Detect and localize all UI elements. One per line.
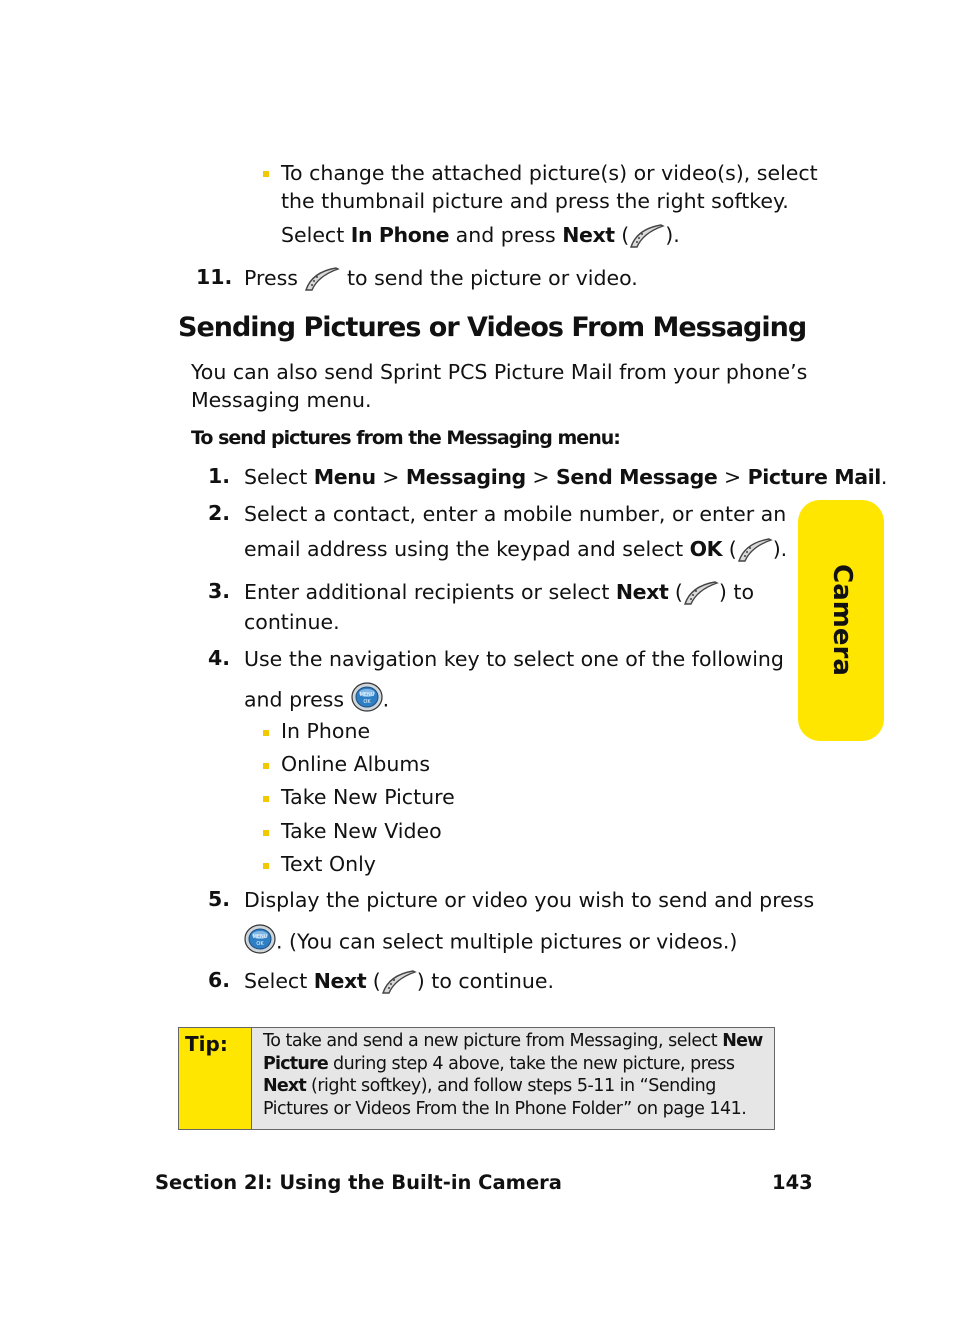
tip-text: To take and send a new picture from Messaging, select New Picture during step 4 above, take the new picture, press Next (right softkey), and follow steps 5-11 in “Sending Pictures or Videos From the In Phone Folder” on page 141. — [263, 1031, 763, 1119]
option-item: Text Only — [281, 852, 376, 876]
intro-line2: Messaging menu. — [191, 388, 372, 412]
step-5-line2: MENU OK . (You can select multiple pictures or videos.) — [244, 924, 737, 961]
step-4-number: 4. — [208, 646, 231, 670]
right-softkey-icon — [629, 223, 665, 249]
svg-text:MENU: MENU — [252, 934, 268, 940]
bullet-marker — [263, 863, 269, 869]
intro-line1: You can also send Sprint PCS Picture Mail from your phone’s — [191, 360, 808, 384]
step-4-line2: and press MENU OK . — [244, 682, 389, 719]
step-3-line2: continue. — [244, 610, 340, 634]
svg-text:MENU: MENU — [359, 692, 375, 698]
right-softkey-icon — [683, 580, 719, 606]
step-6-text: Select Next ( ) to continue. — [244, 969, 555, 993]
step-6-number: 6. — [208, 968, 231, 992]
bullet-marker — [263, 796, 269, 802]
step-2-line1: Select a contact, enter a mobile number, or enter an — [244, 502, 787, 526]
option-item: Take New Video — [281, 819, 442, 843]
menu-ok-key-icon — [244, 924, 276, 961]
step-4-line1: Use the navigation key to select one of the following — [244, 647, 784, 671]
bullet-marker — [263, 730, 269, 736]
step-3-number: 3. — [208, 579, 231, 603]
option-item: In Phone — [281, 719, 371, 743]
section-heading: Sending Pictures or Videos From Messaging — [178, 312, 807, 343]
tip-label-cell — [179, 1028, 252, 1129]
menu-ok-key-icon — [351, 682, 383, 719]
step-2-line2: email address using the keypad and select OK ( ). — [244, 537, 788, 561]
step-3-line1: Enter additional recipients or select Next ( ) to — [244, 580, 754, 604]
svg-text:OK: OK — [256, 941, 264, 947]
right-softkey-icon — [737, 537, 773, 563]
top-bullet-line2: the thumbnail picture and press the right softkey. — [281, 189, 789, 213]
top-bullet-line3: Select In Phone and press Next ( ). — [281, 223, 680, 247]
bullet-marker — [263, 763, 269, 769]
chapter-tab-label: Camera — [827, 564, 857, 676]
bullet-marker — [263, 171, 269, 177]
step-2-number: 2. — [208, 501, 231, 525]
right-softkey-icon — [381, 969, 417, 995]
step-5-line1: Display the picture or video you wish to send and press — [244, 888, 815, 912]
top-bullet-line1: To change the attached picture(s) or video(s), select — [281, 161, 818, 185]
bullet-marker — [263, 830, 269, 836]
svg-text:OK: OK — [362, 699, 371, 705]
tip-label: Tip: — [185, 1032, 228, 1056]
option-item: Online Albums — [281, 752, 431, 776]
step-5-number: 5. — [208, 887, 231, 911]
step-1-number: 1. — [208, 464, 231, 488]
procedure-subhead: To send pictures from the Messaging menu: — [191, 427, 620, 449]
right-softkey-icon — [304, 266, 340, 292]
footer-section-title: Section 2I: Using the Built-in Camera — [155, 1171, 562, 1194]
footer-page-number: 143 — [772, 1171, 813, 1194]
step-11-text: Press to send the picture or video. — [244, 266, 638, 290]
step-1-text: Select Menu > Messaging > Send Message > Picture Mail. — [244, 465, 888, 489]
option-item: Take New Picture — [281, 785, 455, 809]
tip-box — [178, 1027, 775, 1130]
step-11-number: 11. — [196, 265, 233, 289]
